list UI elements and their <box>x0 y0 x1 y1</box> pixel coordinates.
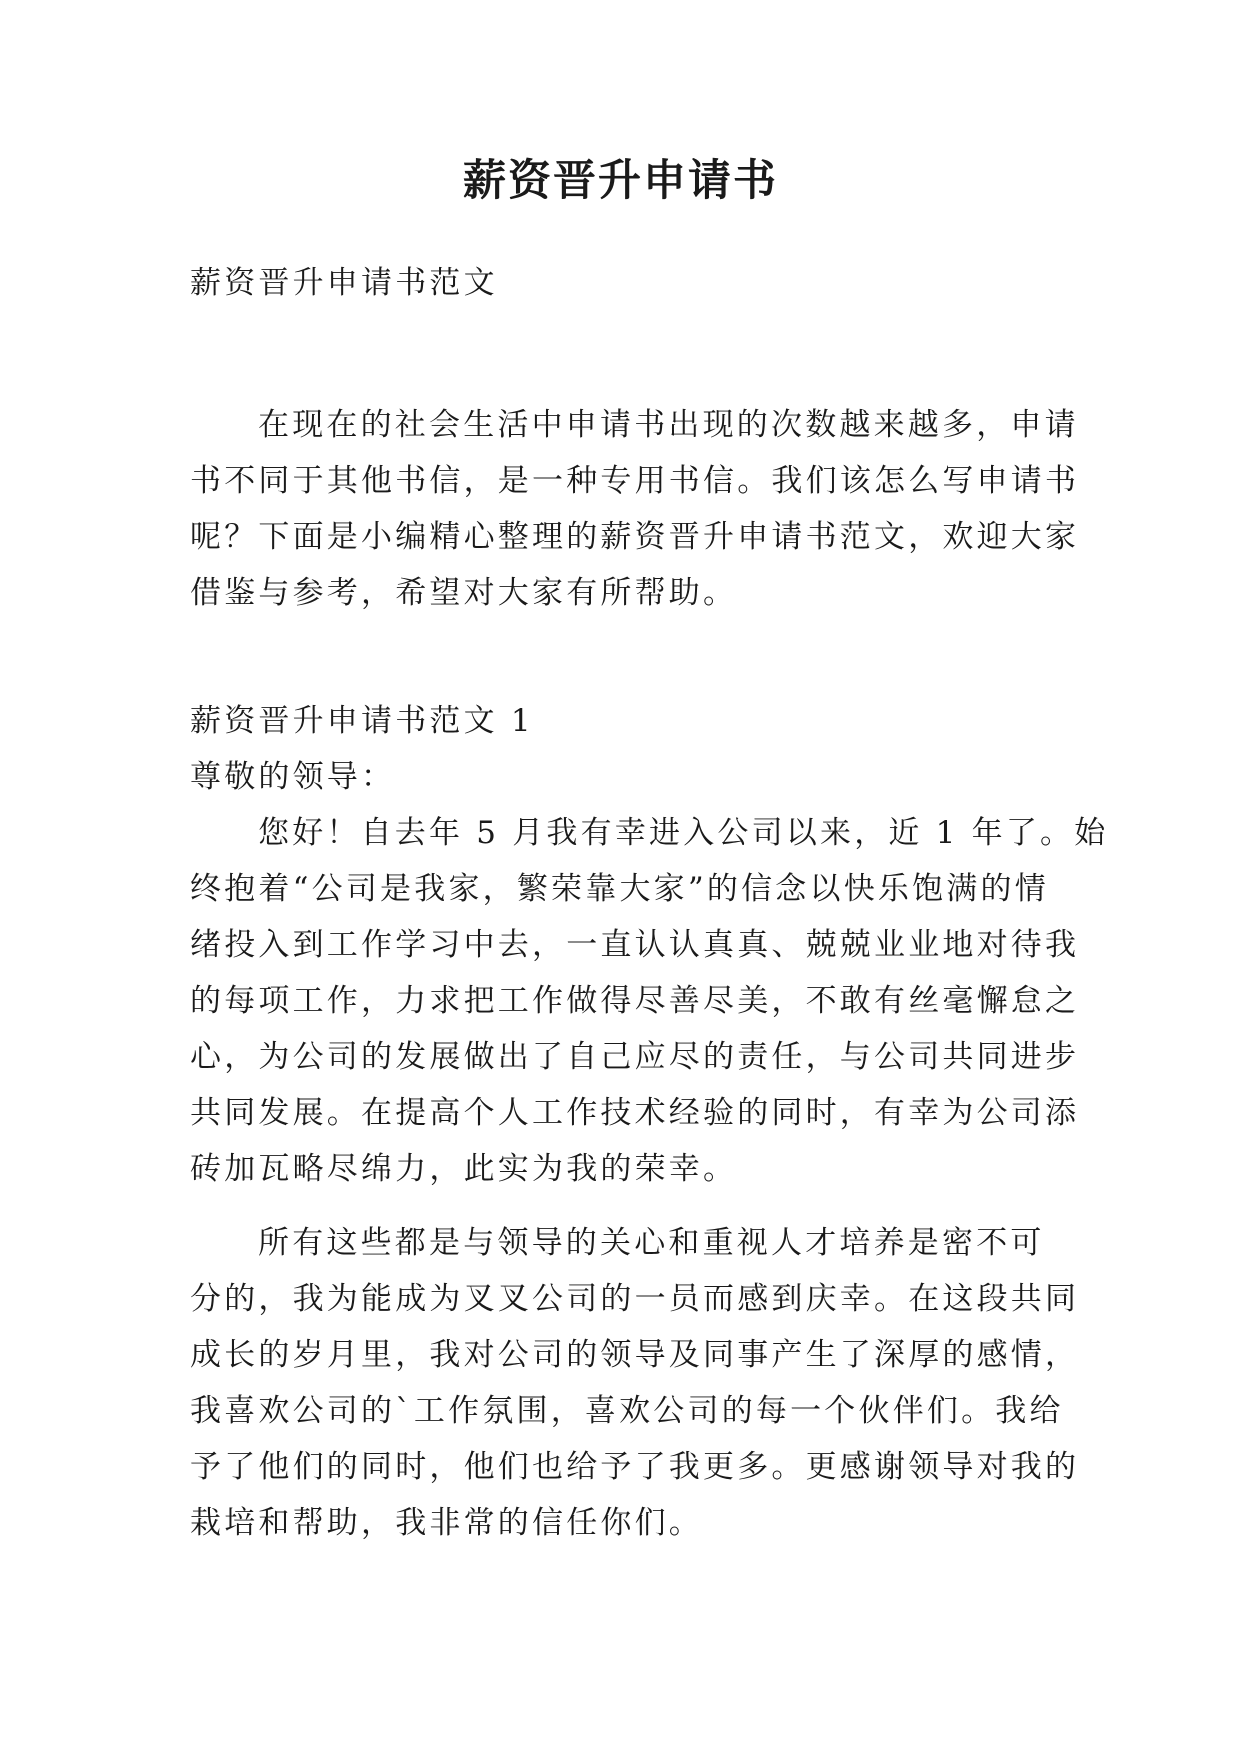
intro-line: 呢？下面是小编精心整理的薪资晋升申请书范文，欢迎大家 <box>190 519 1080 555</box>
paragraph2-line: 栽培和帮助，我非常的信任你们。 <box>190 1505 703 1541</box>
paragraph1-line: 绪投入到工作学习中去，一直认认真真、兢兢业业地对待我 <box>190 927 1080 963</box>
paragraph2-line: 成长的岁月里，我对公司的领导及同事产生了深厚的感情， <box>190 1337 1080 1373</box>
salutation: 尊敬的领导： <box>190 759 396 795</box>
intro-line: 借鉴与参考，希望对大家有所帮助。 <box>190 575 738 611</box>
paragraph2-line: 予了他们的同时，他们也给予了我更多。更感谢领导对我的 <box>190 1449 1080 1485</box>
paragraph2-line: 我喜欢公司的`工作氛围，喜欢公司的每一个伙伴们。我给 <box>190 1393 1064 1429</box>
section-heading: 薪资晋升申请书范文 1 <box>190 703 534 739</box>
paragraph1-line: 心，为公司的发展做出了自己应尽的责任，与公司共同进步 <box>190 1039 1080 1075</box>
intro-line: 书不同于其他书信，是一种专用书信。我们该怎么写申请书 <box>190 463 1080 499</box>
paragraph1-line: 终抱着“公司是我家，繁荣靠大家”的信念以快乐饱满的情 <box>190 871 1049 907</box>
paragraph1-line: 的每项工作，力求把工作做得尽善尽美，不敢有丝毫懈怠之 <box>190 983 1080 1019</box>
paragraph1-line: 共同发展。在提高个人工作技术经验的同时，有幸为公司添 <box>190 1095 1080 1131</box>
document-title: 薪资晋升申请书 <box>463 156 778 206</box>
paragraph1-line: 您好！自去年 5 月我有幸进入公司以来，近 1 年了。始 <box>258 815 1109 851</box>
document-subtitle: 薪资晋升申请书范文 <box>190 265 498 301</box>
paragraph2-line: 分的，我为能成为叉叉公司的一员而感到庆幸。在这段共同 <box>190 1281 1080 1317</box>
paragraph1-line: 砖加瓦略尽绵力，此实为我的荣幸。 <box>190 1151 738 1187</box>
paragraph2-line: 所有这些都是与领导的关心和重视人才培养是密不可 <box>258 1225 1045 1261</box>
intro-line: 在现在的社会生活中申请书出现的次数越来越多，申请 <box>258 407 1079 443</box>
